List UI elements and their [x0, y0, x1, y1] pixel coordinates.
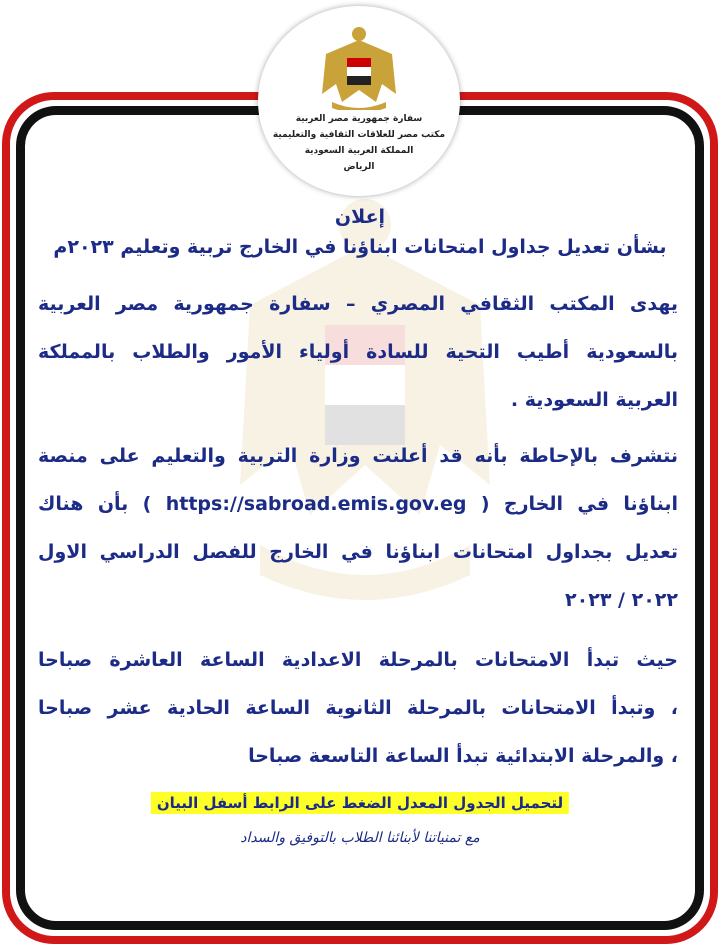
closing-line: مع تمنياتنا لأبنائنا الطلاب بالتوفيق والسداد — [240, 830, 480, 846]
announcement-subject: بشأن تعديل جداول امتحانات ابناؤنا في الخارج تربية وتعليم ٢٠٢٣م — [53, 236, 667, 258]
paragraph-line: ، وتبدأ الامتحانات بالمرحلة الثانوية الساعة الحادية عشر صباحا — [38, 697, 678, 719]
paragraph-1 — [38, 280, 678, 424]
paragraph-2 — [38, 432, 678, 624]
seal-line-4: الرياض — [343, 162, 375, 172]
announcement-heading: إعلان — [334, 206, 386, 228]
seal-line-2: مكتب مصر للعلاقات الثقافية والتعليمية — [272, 130, 446, 140]
paragraph-line: تعديل بجداول امتحانات ابناؤنا في الخارج للفصل الدراسي الاول — [38, 541, 678, 563]
paragraph-line: العربية السعودية . — [510, 389, 678, 411]
paragraph-line: ٢٠٢٢ / ٢٠٢٣ — [565, 589, 678, 611]
seal-line-1: سفارة جمهورية مصر العربية — [295, 114, 423, 124]
paragraph-line: نتشرف بالإحاطة بأنه قد أعلنت وزارة التربية والتعليم على منصة — [38, 445, 678, 467]
paragraph-line: ، والمرحلة الابتدائية تبدأ الساعة التاسعة صباحا — [248, 745, 678, 767]
paragraph-3 — [38, 636, 678, 780]
paragraph-line: يهدى المكتب الثقافي المصري – سفارة جمهورية مصر العربية — [38, 293, 678, 315]
paragraph-line: بالسعودية أطيب التحية للسادة أولياء الأمور والطلاب بالمملكة — [38, 341, 678, 363]
download-note: لتحميل الجدول المعدل الضغط على الرابط أسفل البيان — [151, 792, 569, 814]
paragraph-line: ابناؤنا في الخارج ( https://sabroad.emis.gov.eg ) بأن هناك — [38, 493, 678, 515]
paragraph-line: حيث تبدأ الامتحانات بالمرحلة الاعدادية الساعة العاشرة صباحا — [38, 649, 678, 671]
seal-line-3: المملكة العربية السعودية — [304, 146, 414, 156]
